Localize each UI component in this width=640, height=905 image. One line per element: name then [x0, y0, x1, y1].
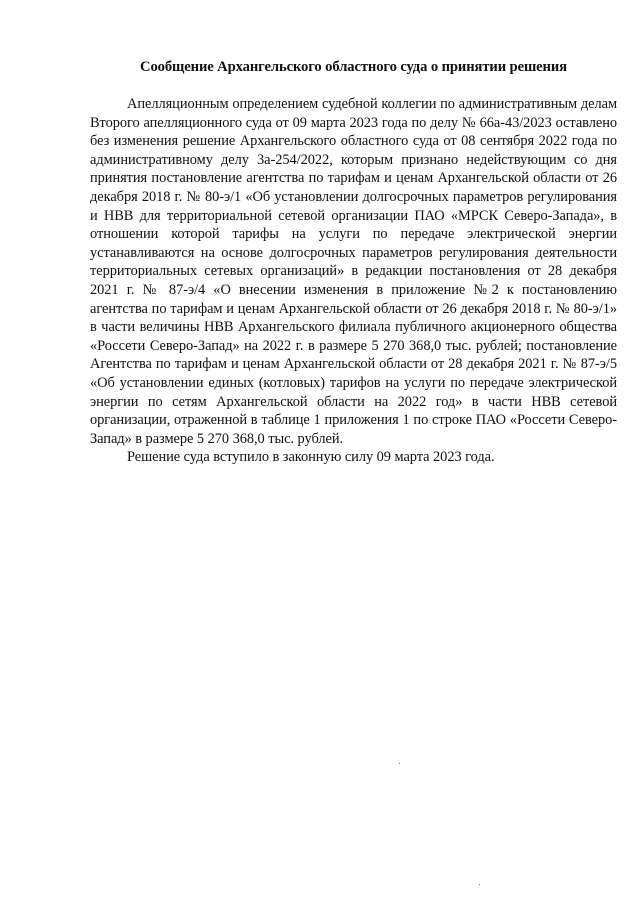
- scan-speck: [479, 884, 480, 885]
- document-page: [90, 58, 617, 467]
- scan-speck: [399, 763, 400, 764]
- document-title: Сообщение Архангельского областного суда о принятии решения: [140, 59, 567, 75]
- document-paragraph-2: Решение суда вступило в законную силу 09 марта 2023 года.: [127, 449, 495, 466]
- document-paragraph-1: Апелляционным определением судебной коллегии по административным делам Второго апелляционного суда от 09 марта 2023 года по делу № 66а-43/2023 оставлено без изменения решение Архангельского областного суда от 08 сентября 2022 года по административному делу 3а-254/2022, которым признано недействующим со дня принятия постановление агентства по тарифам и ценам Архангельской области от 26 декабря 2018 г. № 80-э/1 «Об установлении долгосрочных параметров регулирования и НВВ для территориальной сетевой организации ПАО «МРСК Северо-Запада», в отношении которой тарифы на услуги по передаче электрической энергии устанавливаются на основе долгосрочных параметров регулирования деятельности территориальных сетевых организаций» в редакции постановления от 28 декабря 2021 г. № 87-э/4 «О внесении изменения в приложение №2 к постановлению агентства по тарифам и ценам Архангельской области от 26 декабря 2018 г. № 80-э/1» в части величины НВВ Архангельского филиала публичного акционерного общества «Россети Северо-Запад» на 2022 г. в размере 5 270 368,0 тыс. рублей; постановление Агентства по тарифам и ценам Архангельской области от 28 декабря 2021 г. № 87-э/5 «Об установлении единых (котловых) тарифов на услуги по передаче электрической энергии по сетям Архангельской области на 2022 год» в части НВВ сетевой организации, отраженной в таблице 1 приложения 1 по строке ПАО «Россети Северо-Запад» в размере 5 270 368,0 тыс. рублей.: [90, 96, 617, 447]
